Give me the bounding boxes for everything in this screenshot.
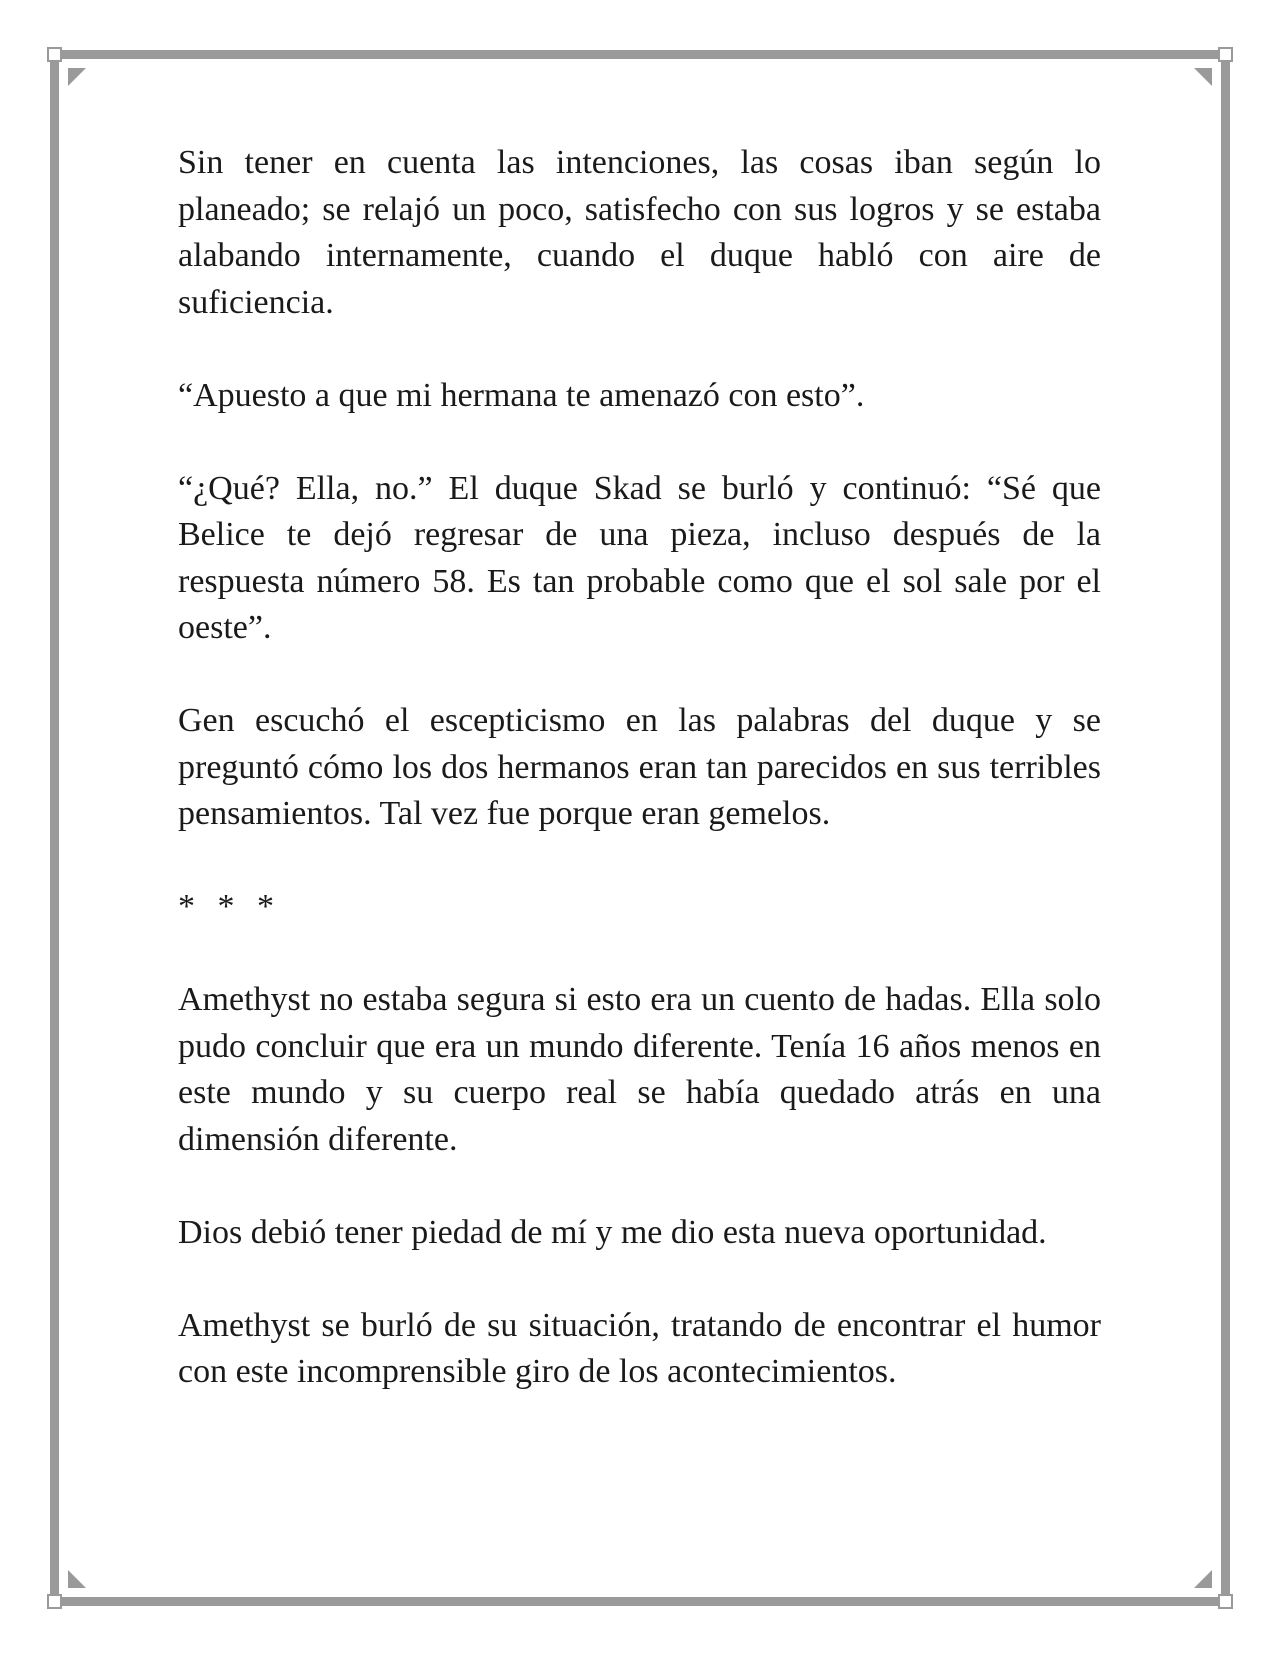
paragraph: Sin tener en cuenta las intenciones, las cosas iban según lo planeado; se relajó un poco, satisfecho con sus logros y se estaba alabando internamente, cuando el duque habló con aire de suficiencia.: [178, 144, 1101, 321]
paragraph: Gen escuchó el escepticismo en las palabras del duque y se preguntó cómo los dos hermanos eran tan parecidos en sus terribles pensamientos. Tal vez fue porque eran gemelos.: [178, 702, 1101, 832]
paragraph: Dios debió tener piedad de mí y me dio esta nueva oportunidad.: [178, 1213, 1047, 1251]
page-body-text: [178, 140, 1101, 1442]
paragraph: “Apuesto a que mi hermana te amenazó con esto”.: [178, 376, 865, 414]
paragraph: Amethyst se burló de su situación, tratando de encontrar el humor con este incomprensible giro de los acontecimientos.: [178, 1306, 1101, 1390]
paragraph: “¿Qué? Ella, no.” El duque Skad se burló y continuó: “Sé que Belice te dejó regresar de una pieza, incluso después de la respuesta número 58. Es tan probable como que el sol sale por el oeste”.: [178, 469, 1101, 646]
scene-break: * * *: [178, 888, 278, 925]
paragraph: Amethyst no estaba segura si esto era un cuento de hadas. Ella solo pudo concluir que era un mundo diferente. Tenía 16 años menos en este mundo y su cuerpo real se había quedado atrás en una dimensión diferente.: [178, 981, 1101, 1158]
